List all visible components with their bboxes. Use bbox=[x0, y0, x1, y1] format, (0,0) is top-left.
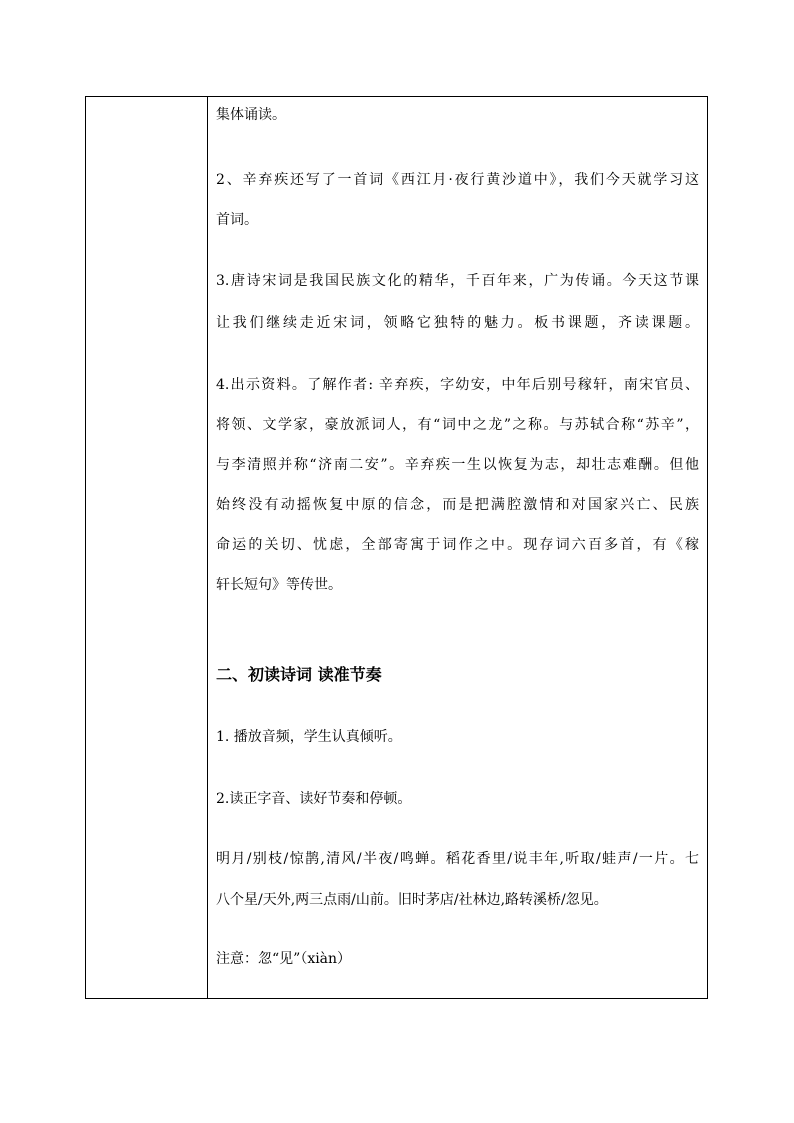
text-line: 与李清照并称“济南二安”。辛弃疾一生以恢复为志，却壮志难酬。但他 bbox=[216, 457, 699, 473]
text-line: 2.读正字音、读好节奏和停顿。 bbox=[216, 791, 412, 807]
text-line: 2、辛弃疾还写了一首词《西江月·夜行黄沙道中》，我们今天就学习这 bbox=[216, 172, 699, 188]
text-line: 让我们继续走近宋词，领略它独特的魅力。板书课题，齐读课题。 bbox=[216, 315, 699, 331]
text-line: 4.出示资料。了解作者: 辛弃疾，字幼安，中年后别号稼轩，南宋官员、 bbox=[216, 377, 699, 393]
text-line: 八个星/天外,两三点雨/山前。旧时茅店/社林边,路转溪桥/忽见。 bbox=[216, 892, 608, 908]
text-line: 将领、文学家，豪放派词人，有“词中之龙”之称。与苏轼合称“苏辛”， bbox=[216, 417, 699, 433]
table-right-column bbox=[208, 97, 707, 998]
text-line: 始终没有动摇恢复中原的信念，而是把满腔激情和对国家兴亡、民族 bbox=[216, 497, 699, 513]
text-line: 集体诵读。 bbox=[216, 107, 286, 123]
lesson-plan-table bbox=[85, 96, 708, 999]
text-line: 3.唐诗宋词是我国民族文化的精华，千百年来，广为传诵。今天这节课 bbox=[216, 273, 699, 289]
text-line: 1. 播放音频，学生认真倾听。 bbox=[216, 729, 402, 745]
text-line: 明月/别枝/惊鹊,清风/半夜/鸣蝉。稻花香里/说丰年,听取/蛙声/一片。七 bbox=[216, 851, 699, 867]
section-heading: 二、初读诗词 读准节奏 bbox=[216, 665, 382, 684]
table-left-column bbox=[86, 97, 208, 998]
text-line: 命运的关切、忧虑，全部寄寓于词作之中。现存词六百多首，有《稼 bbox=[216, 537, 699, 553]
text-line: 轩长短句》等传世。 bbox=[216, 577, 342, 593]
text-line: 注意：忽“见”（xiàn） bbox=[216, 951, 352, 967]
text-line: 首词。 bbox=[216, 212, 258, 228]
